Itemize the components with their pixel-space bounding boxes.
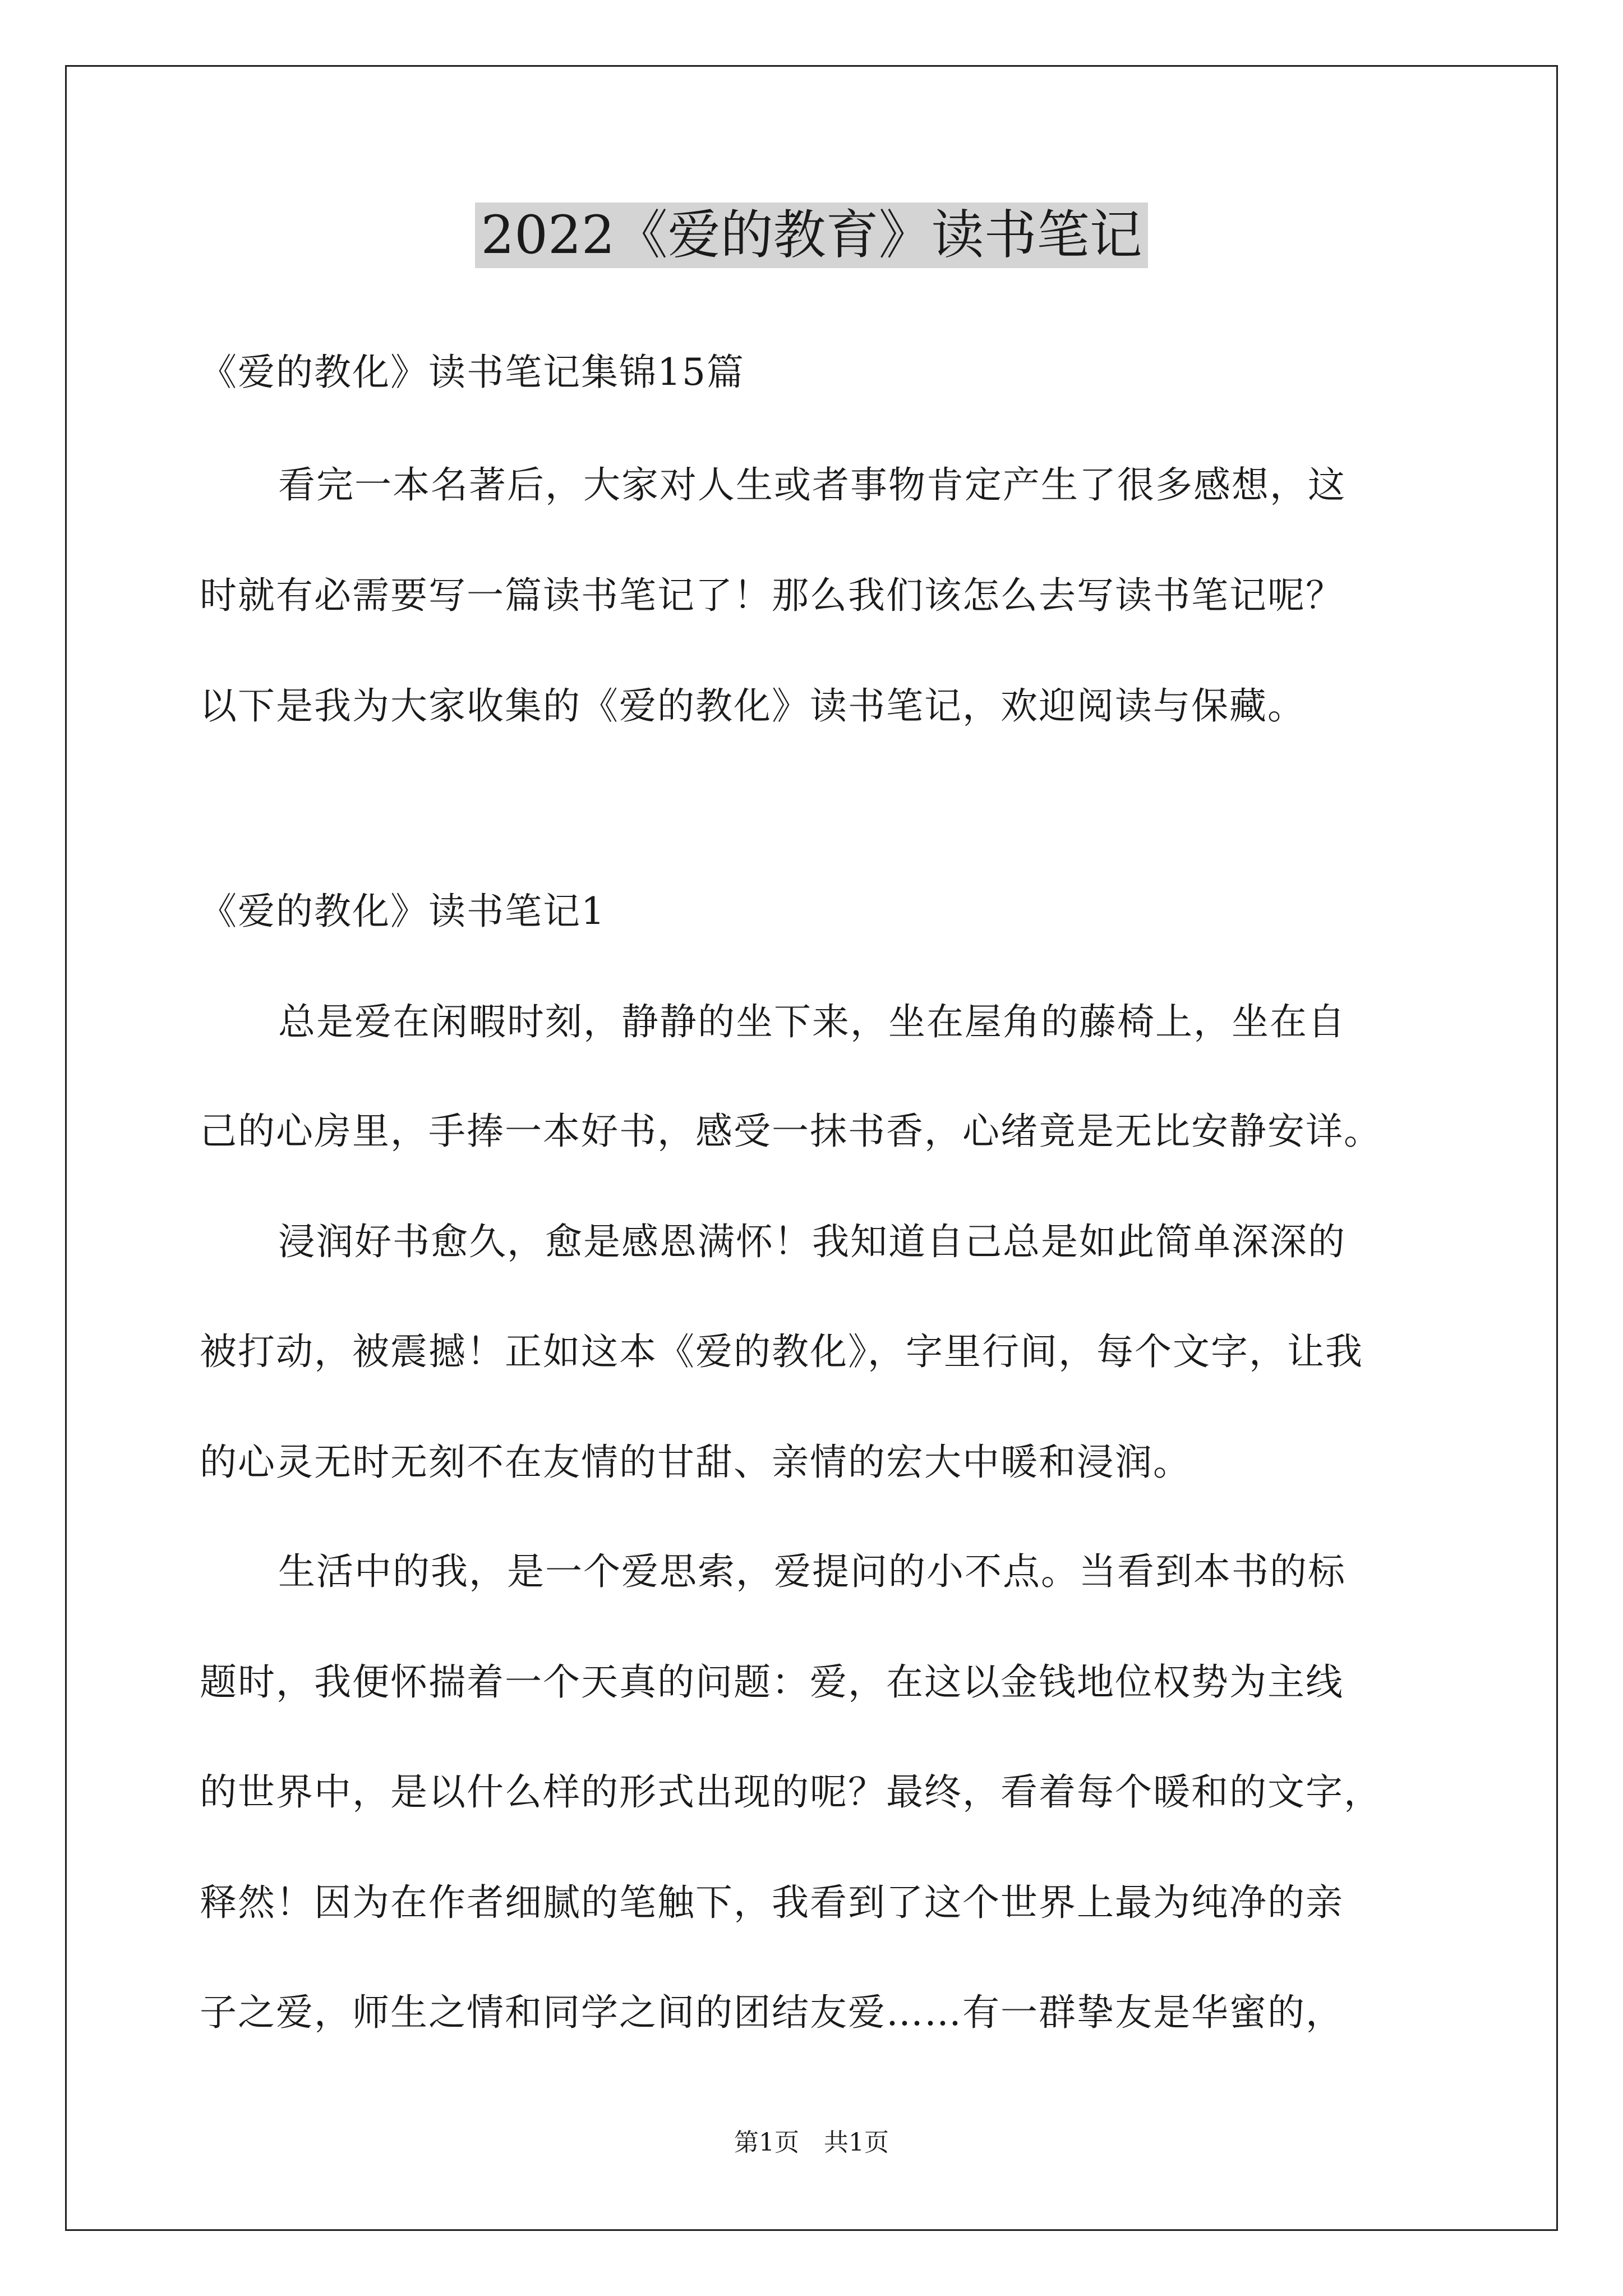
paragraph-line: 的世界中，是以什么样的形式出现的呢？最终，看着每个暖和的文字，	[200, 1770, 1382, 1814]
document-title-text: 2022《爱的教育》读书笔记	[475, 203, 1147, 268]
document-title	[0, 199, 1623, 272]
intro-line: 看完一本名著后，大家对人生或者事物肯定产生了很多感想，这	[278, 463, 1346, 507]
paragraph-line: 被打动，被震撼！正如这本《爱的教化》，字里行间，每个文字，让我	[200, 1330, 1363, 1373]
paragraph-line: 释然！因为在作者细腻的笔触下，我看到了这个世界上最为纯净的亲	[200, 1881, 1344, 1924]
page-footer: 第1页 共1页	[734, 2128, 889, 2157]
paragraph-line: 子之爱，师生之情和同学之间的团结友爱……有一群挚友是华蜜的，	[200, 1991, 1344, 2034]
intro-line: 以下是我为大家收集的《爱的教化》读书笔记，欢迎阅读与保藏。	[200, 684, 1306, 728]
intro-line: 时就有必需要写一篇读书笔记了！那么我们该怎么去写读书笔记呢？	[200, 574, 1344, 617]
paragraph-line: 的心灵无时无刻不在友情的甘甜、亲情的宏大中暖和浸润。	[200, 1441, 1191, 1484]
paragraph-line: 总是爱在闲暇时刻，静静的坐下来，坐在屋角的藤椅上，坐在自	[278, 1000, 1346, 1043]
paragraph-line: 生活中的我，是一个爱思索，爱提问的小不点。当看到本书的标	[278, 1550, 1346, 1593]
paragraph-line: 浸润好书愈久，愈是感恩满怀！我知道自己总是如此简单深深的	[278, 1220, 1346, 1263]
paragraph-line: 己的心房里，手捧一本好书，感受一抹书香，心绪竟是无比安静安详。	[200, 1110, 1382, 1153]
document-subtitle: 《爱的教化》读书笔记集锦15篇	[200, 351, 745, 394]
paragraph-line: 题时，我便怀揣着一个天真的问题：爱，在这以金钱地位权势为主线	[200, 1660, 1344, 1704]
section-heading: 《爱的教化》读书笔记1	[200, 890, 606, 933]
